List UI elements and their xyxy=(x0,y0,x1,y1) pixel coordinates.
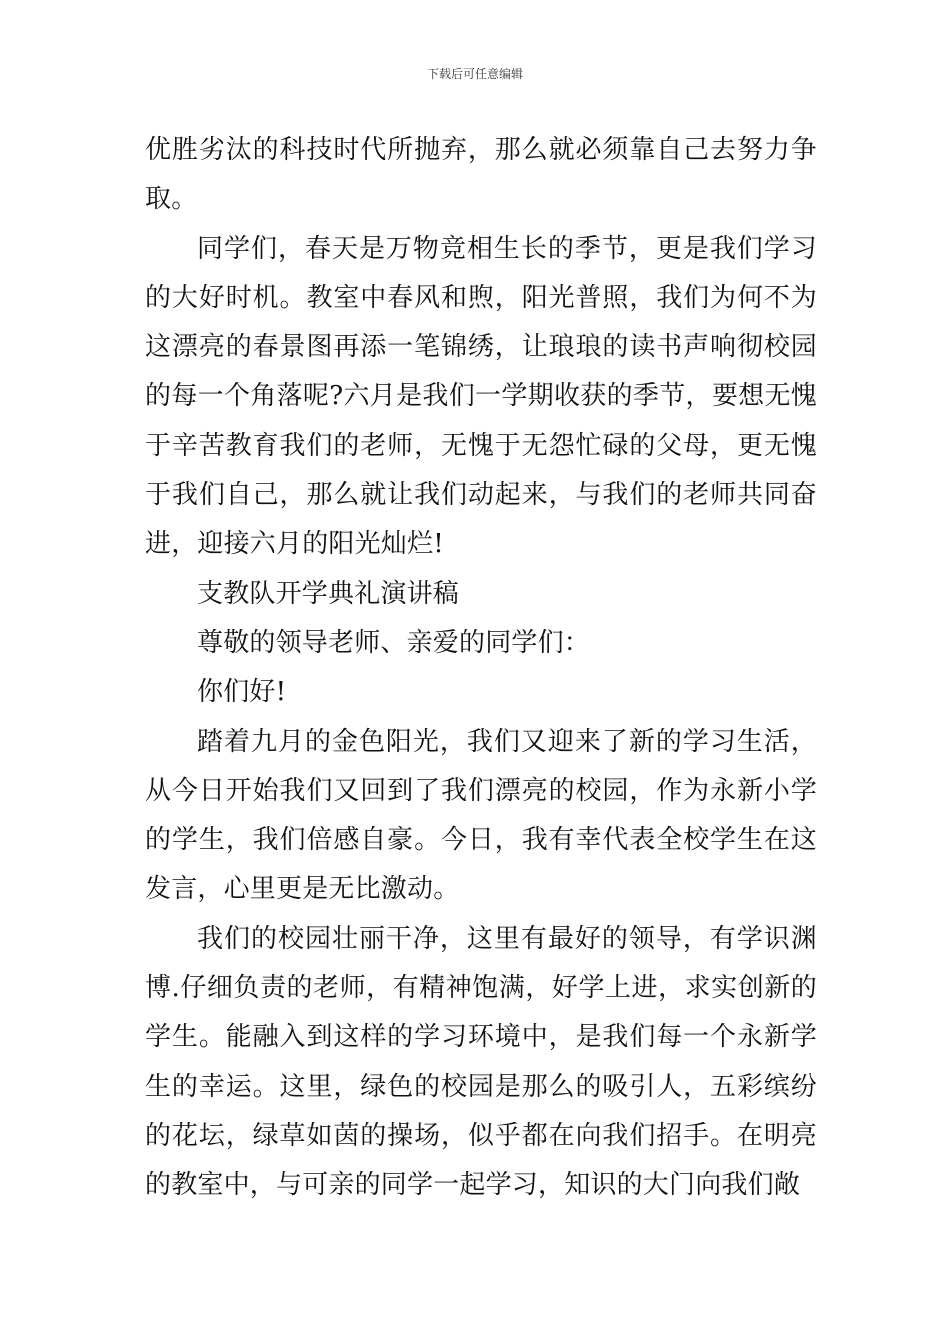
paragraph: 我们的校园壮丽干净，这里有最好的领导，有学识渊博.仔细负责的老师，有精神饱满，好学上进，求实创新的学生。能融入到这样的学习环境中，是我们每一个永新学生的幸运。这里，绿色的校园是那么的吸引人，五彩缤纷的花坛，绿草如茵的操场，似乎都在向我们招手。在明亮的教室中，与可亲的同学一起学习，知识的大门向我们敞 xyxy=(145,923,817,1201)
greeting: 你们好! xyxy=(197,677,287,708)
paragraph: 同学们，春天是万物竞相生长的季节，更是我们学习的大好时机。教室中春风和煦，阳光普照，我们为何不为这漂亮的春景图再添一笔锦绣，让琅琅的读书声响彻校园的每一个角落呢?六月是我们一学期收获的季节，要想无愧于辛苦教育我们的老师，无愧于无怨忙碌的父母，更无愧于我们自己，那么就让我们动起来，与我们的老师共同奋进，迎接六月的阳光灿烂! xyxy=(145,233,817,560)
salutation: 尊敬的领导老师、亲爱的同学们： xyxy=(197,627,591,658)
paragraph: 踏着九月的金色阳光，我们又迎来了新的学习生活，从今日开始我们又回到了我们漂亮的校园，作为永新小学的学生，我们倍感自豪。今日，我有幸代表全校学生在这发言，心里更是无比激动。 xyxy=(145,726,817,905)
page-header: 下载后可任意编辑 xyxy=(426,67,523,81)
paragraph: 优胜劣汰的科技时代所抛弃，那么就必须靠自己去努力争取。 xyxy=(145,135,817,215)
section-title: 支教队开学典礼演讲稿 xyxy=(197,578,460,609)
document-body xyxy=(145,126,817,1211)
